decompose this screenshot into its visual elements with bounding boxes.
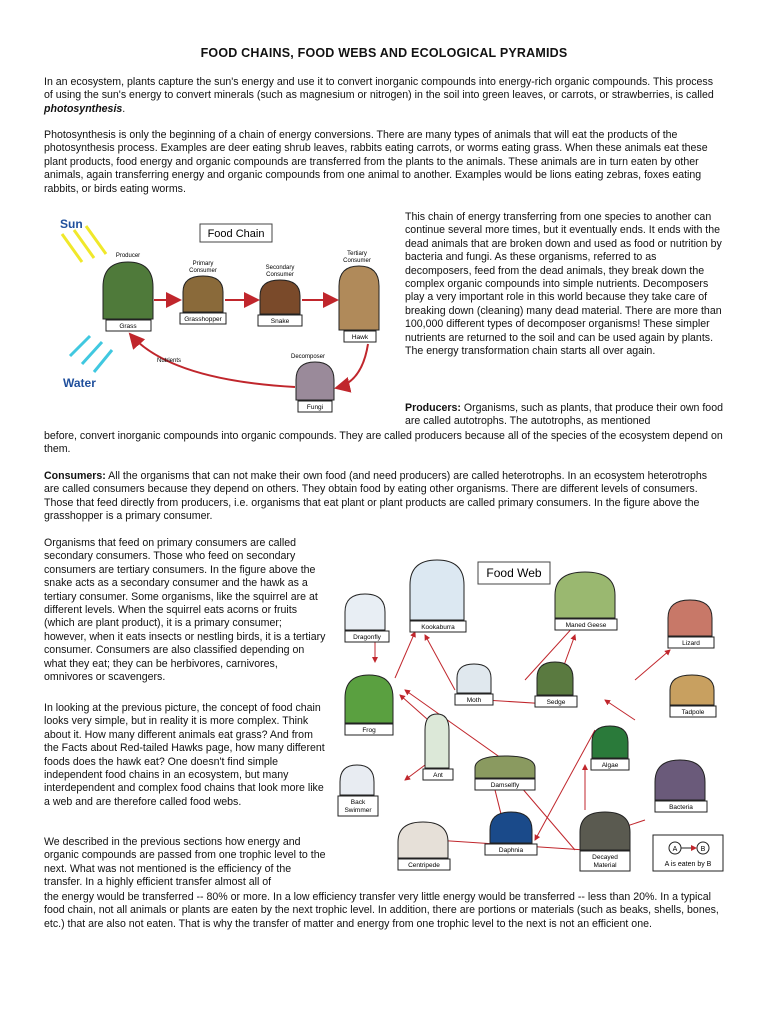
sun-label: Sun <box>60 217 83 231</box>
damselfly-label: Damselfly <box>490 782 520 789</box>
fungi-picture <box>296 362 334 400</box>
intro-paragraph <box>44 76 724 116</box>
back-swimmer-picture <box>340 765 374 795</box>
legend-text: A is eaten by B <box>664 861 712 868</box>
decomposer-paragraph: This chain of energy transferring from one species to another can continue several more times, but it eventually ends. It ends with the dead animals that are broken down and used as food or nutrition by bacteria and fungi. As these organisms, referred to as decomposers, feed from the dead animals, they break down the complex organic compounds into simple nutrients. Decomposers play a very important role in this world because they take care of breaking down (cleaning) many dead material. There are more than 100,000 different types of decomposer organisms! These simpler nutrients are returned to the soil and can be used again by plants. The energy transformation chain starts all over again. <box>405 211 722 358</box>
intro-text: In an ecosystem, plants capture the sun's energy and use it to convert inorganic compounds into energy-rich organic compounds. This process of using the sun's energy to convert minerals (such as magnesium or nitrogen) in the soil into green leaves, or carrots, or strawberries, is called <box>44 76 714 102</box>
tadpole-picture <box>670 675 714 705</box>
grasshopper-label: Grasshopper <box>184 316 222 323</box>
centripede-picture <box>398 822 448 858</box>
secondary-label-2: Consumer <box>266 272 294 278</box>
food-chain-figure <box>50 212 395 422</box>
efficiency-paragraph: We described in the previous sections how energy and organic compounds are passed from one trophic level to the next. What was not mentioned is the efficiency of the transfer. In a highly efficient transfer almost all of <box>44 836 326 889</box>
decayed-label-1: Decayed <box>592 854 618 861</box>
primary-label-1: Primary <box>192 261 214 267</box>
legend-b: B <box>700 846 706 853</box>
sedge-picture <box>537 662 573 695</box>
food-web-title: Food Web <box>486 566 542 580</box>
maned-geese-label: Maned Geese <box>565 622 607 629</box>
tertiary-label-1: Tertiary <box>347 251 367 257</box>
consumers-paragraph <box>44 470 724 524</box>
frog-picture <box>345 675 393 723</box>
legend-a: A <box>672 846 678 853</box>
frog-label: Frog <box>362 727 376 734</box>
daphnia-picture <box>490 812 532 843</box>
nutrients-label: Nutrients <box>157 358 182 364</box>
snake-picture <box>260 280 300 314</box>
tadpole-label: Tadpole <box>681 709 705 716</box>
water-arrows-icon <box>70 336 112 372</box>
secondary-label-1: Secondary <box>265 265 295 271</box>
decomposer-label: Decomposer <box>290 354 326 360</box>
maned-geese-picture <box>555 572 615 618</box>
moth-label: Moth <box>466 697 482 704</box>
lizard-picture <box>668 600 712 636</box>
back-swimmer-label-1: Back <box>350 799 366 806</box>
legend <box>653 835 723 871</box>
sun-rays-icon <box>62 226 106 262</box>
producers-term: Producers: <box>405 402 461 414</box>
consumers-text: All the organisms that can not make their own food (and need producers) are called heterotrophs. In an ecosystem heterotrophs are called consumers because they depend on others. They obtain food by eating other organisms. There are different levels of consumers. Those that feed directly from producers, i.e. organisms that eat plant or plant products are called primary consumers. In the figure above the grasshopper is a primary consumer. <box>44 470 708 523</box>
snake-label: Snake <box>270 318 290 325</box>
kookaburra-picture <box>410 560 464 620</box>
producers-paragraph-cont: before, convert inorganic compounds into organic compounds. They are called producers because all of the species of the ecosystem depend on them. <box>44 430 723 456</box>
bacteria-label: Bacteria <box>669 804 693 811</box>
daphnia-label: Daphnia <box>498 847 524 854</box>
food-web-figure <box>335 550 730 880</box>
ant-label: Ant <box>433 772 443 779</box>
grass-label: Grass <box>119 323 137 330</box>
hawk-label: Hawk <box>351 334 369 341</box>
bacteria-picture <box>655 760 705 800</box>
damselfly-picture <box>475 756 535 778</box>
dragonfly-label: Dragonfly <box>353 634 381 641</box>
lizard-label: Lizard <box>682 640 700 647</box>
decayed-material-picture <box>580 812 630 850</box>
decayed-label-2: Material <box>593 862 617 869</box>
fungi-label: Fungi <box>306 404 324 411</box>
sedge-label: Sedge <box>546 699 566 706</box>
producers-paragraph <box>405 402 723 429</box>
producers-text-a: Organisms, such as plants, that produce their own food are called autotrophs. The autotrophs, as mentioned <box>405 402 723 428</box>
levels-paragraph: Organisms that feed on primary consumers are called secondary consumers. Those who feed on secondary consumers are tertiary consumers. In the figure above the snake acts as a secondary consumer and the hawk as a tertiary consumer. Some organisms, like the squirrel are at different levels. When the squirrel eats acorns or fruits (which are plant product), it is a primary consumer; however, when it eats insects or nestling birds, it is a tertiary consumer. Consumers are also classified depending on what they eat; they can be herbivores, carnivores, omnivores or scavengers. <box>44 537 326 684</box>
photosynthesis-term: photosynthesis <box>44 102 123 115</box>
photosynthesis-paragraph: Photosynthesis is only the beginning of a chain of energy conversions. There are many types of animals that will eat the products of the photosynthesis process. Examples are deer eating shrub leaves, rabbits eating carrots, or worms eating grass. When these animals eat these plant products, food energy and organic compounds are transferred from the plants to the animals. These animals are in turn eaten by other animals, again transferring energy and organic compounds from one animal to another. Examples would be lions eating zebras, foxes eating rabbits, or birds eating worms. <box>44 129 708 195</box>
centripede-label: Centripede <box>408 862 440 869</box>
algae-label: Algae <box>601 762 619 769</box>
kookaburra-label: Kookaburra <box>421 624 455 631</box>
tertiary-label-2: Consumer <box>343 258 371 264</box>
food-chain-title: Food Chain <box>207 228 265 240</box>
moth-picture <box>457 664 491 693</box>
producer-label: Producer <box>115 253 141 259</box>
consumers-term: Consumers: <box>44 470 106 482</box>
grasshopper-picture <box>183 276 223 312</box>
grass-picture <box>103 262 153 319</box>
intro-end: . <box>122 102 126 115</box>
water-label: Water <box>63 376 96 390</box>
food-web-paragraph: In looking at the previous picture, the concept of food chain looks very simple, but in reality it is more complex. Think about it. How many different animals eat grass? And from the Facts about Red-tailed Hawks page, how many different foods does the hawk eat? One doesn't find simple independent food chains in an ecosystem, but many interdependent and complex food chains that look more like a web and are therefore called food webs. <box>44 702 325 808</box>
algae-picture <box>592 726 628 758</box>
dragonfly-picture <box>345 594 385 630</box>
ant-picture <box>425 714 449 768</box>
hawk-picture <box>339 266 379 330</box>
page-title: FOOD CHAINS, FOOD WEBS AND ECOLOGICAL PYRAMIDS <box>200 46 568 60</box>
primary-label-2: Consumer <box>189 268 217 274</box>
efficiency-paragraph-cont: the energy would be transferred -- 80% or more. In a low efficiency transfer very little energy would be transferred -- less than 20%. In a typical food chain, not all animals or plants are eaten by the next trophic level. In addition, there are portions or materials (such as beaks, shells, bones, etc.) that are also not eaten. That is why the transfer of matter and energy from one trophic level to the next is not an efficient one. <box>44 891 719 930</box>
back-swimmer-label-2: Swimmer <box>344 807 372 814</box>
